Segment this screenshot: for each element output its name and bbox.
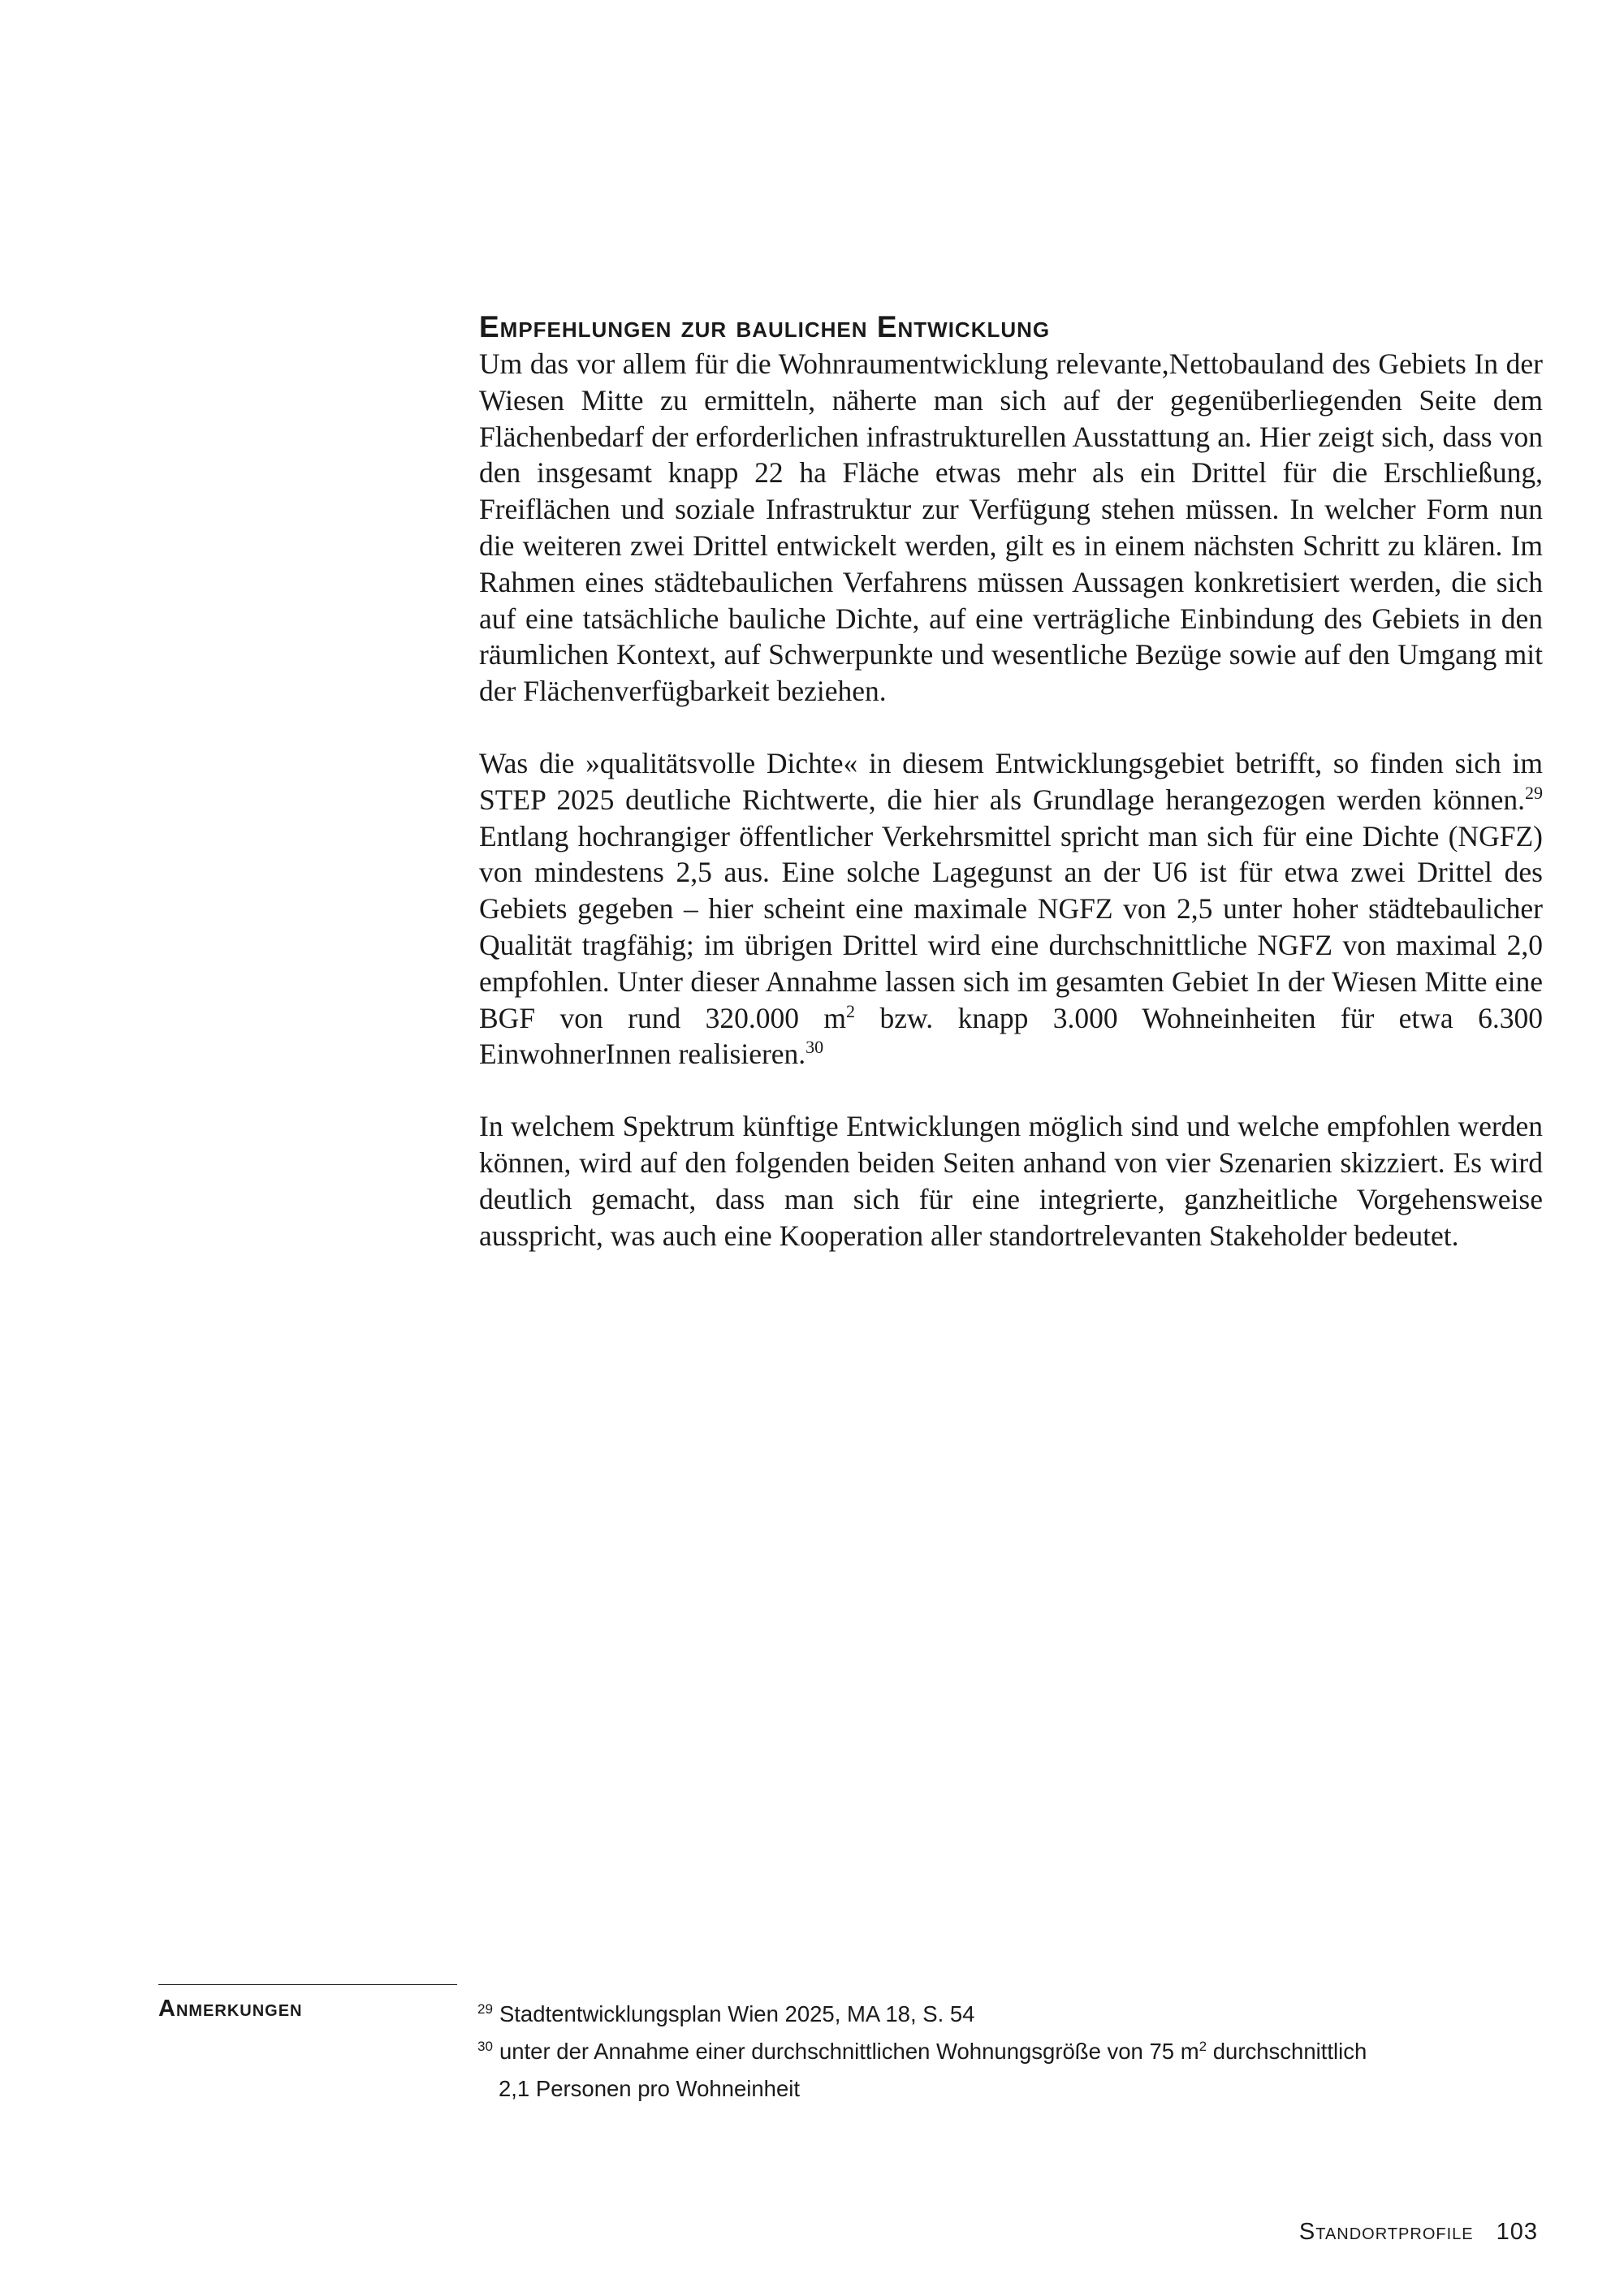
superscript-square: 2 bbox=[846, 1000, 856, 1021]
paragraph-1-text: Um das vor allem für die Wohnraumentwicklung relevante,Nettobauland des Gebiets In der Wiesen Mitte zu ermitteln, näherte man sich auf der gegenüberliegenden Seite dem Flächenbedarf der erforderlichen infrastrukturellen Ausstattung an. Hier zeigt sich, dass von den insgesamt knapp 22 ha Fläche etwas mehr als ein Drittel für die Erschließung, Freiflächen und soziale Infrastruktur zur Verfügung stehen müssen. In welcher Form nun die weiteren zwei Drittel entwickelt werden, gilt es in einem nächsten Schritt zu klären. Im Rahmen eines städtebaulichen Verfahrens müssen Aussagen konkretisiert werden, die sich auf eine tatsächliche bauliche Dichte, auf eine verträgliche Einbindung des Gebiets in den räumlichen Kontext, auf Schwerpunkte und wesentliche Bezüge sowie auf den Umgang mit der Flächenverfügbarkeit beziehen. bbox=[479, 347, 1543, 708]
footnote-text-c: 2,1 Personen pro Wohneinheit bbox=[499, 2076, 800, 2101]
paragraph-3 bbox=[479, 1108, 1543, 1254]
section-heading: Empfehlungen zur baulichen Entwicklung bbox=[479, 310, 1051, 343]
footnote-text-b: durchschnittlich bbox=[1207, 2039, 1367, 2064]
paragraph-1 bbox=[479, 346, 1543, 710]
footnote-text-a: unter der Annahme einer durchschnittlichen Wohnungsgröße von 75 m bbox=[499, 2039, 1199, 2064]
paragraph-2-text-a: Was die »qualitätsvolle Dichte« in diesem Entwicklungsgebiet betrifft, so finden sich im STEP 2025 deutliche Richtwerte, die hier als Grundlage herangezogen werden können. bbox=[479, 746, 1543, 816]
footnote-30 bbox=[477, 2033, 1484, 2108]
footnote-ref-30: 30 bbox=[806, 1037, 824, 1058]
paragraph-2-text-c: bzw. knapp 3.000 Wohneinheiten für etwa 6.300 EinwohnerInnen realisieren. bbox=[479, 1001, 1543, 1071]
main-text-column bbox=[479, 309, 1543, 1289]
footnote-ref-29: 29 bbox=[1525, 782, 1543, 803]
page-footer bbox=[1299, 2219, 1538, 2246]
footnote-number: 30 bbox=[477, 2038, 493, 2054]
paragraph-3-text: In welchem Spektrum künftige Entwicklungen möglich sind und welche empfohlen werden können, wird auf den folgenden beiden Seiten anhand von vier Szenarien skizziert. Es wird deutlich gemacht, dass man sich für eine integrierte, ganzheitliche Vorgehensweise ausspricht, was auch eine Kooperation aller standortrelevanten Stakeholder bedeutet. bbox=[479, 1110, 1543, 1252]
footer-section-title: Standortprofile bbox=[1298, 2219, 1474, 2245]
notes-label: Anmerkungen bbox=[158, 1996, 303, 2022]
footnote-29 bbox=[477, 1996, 1484, 2033]
footnote-text: Stadtentwicklungsplan Wien 2025, MA 18, S. 54 bbox=[499, 2001, 975, 2026]
page-number: 103 bbox=[1496, 2219, 1538, 2245]
superscript-square: 2 bbox=[1199, 2038, 1207, 2054]
notes-divider bbox=[158, 1984, 457, 1985]
footnote-number: 29 bbox=[477, 2000, 493, 2017]
paragraph-2-text-b: Entlang hochrangiger öffentlicher Verkehrsmittel spricht man sich für eine Dichte (NGFZ) von mindestens 2,5 aus. Eine solche Lagegunst an der U6 ist für etwa zwei Drittel des Gebiets gegeben – hier scheint eine maximale NGFZ von 2,5 unter hoher städtebaulicher Qualität tragfähig; im übrigen Drittel wird eine durchschnittliche NGFZ von maximal 2,0 empfohlen. Unter dieser Annahme lassen sich im gesamten Gebiet In der Wiesen Mitte eine BGF von rund 320.000 m bbox=[479, 819, 1543, 1034]
footnotes bbox=[477, 1996, 1484, 2108]
paragraph-2 bbox=[479, 745, 1543, 1072]
